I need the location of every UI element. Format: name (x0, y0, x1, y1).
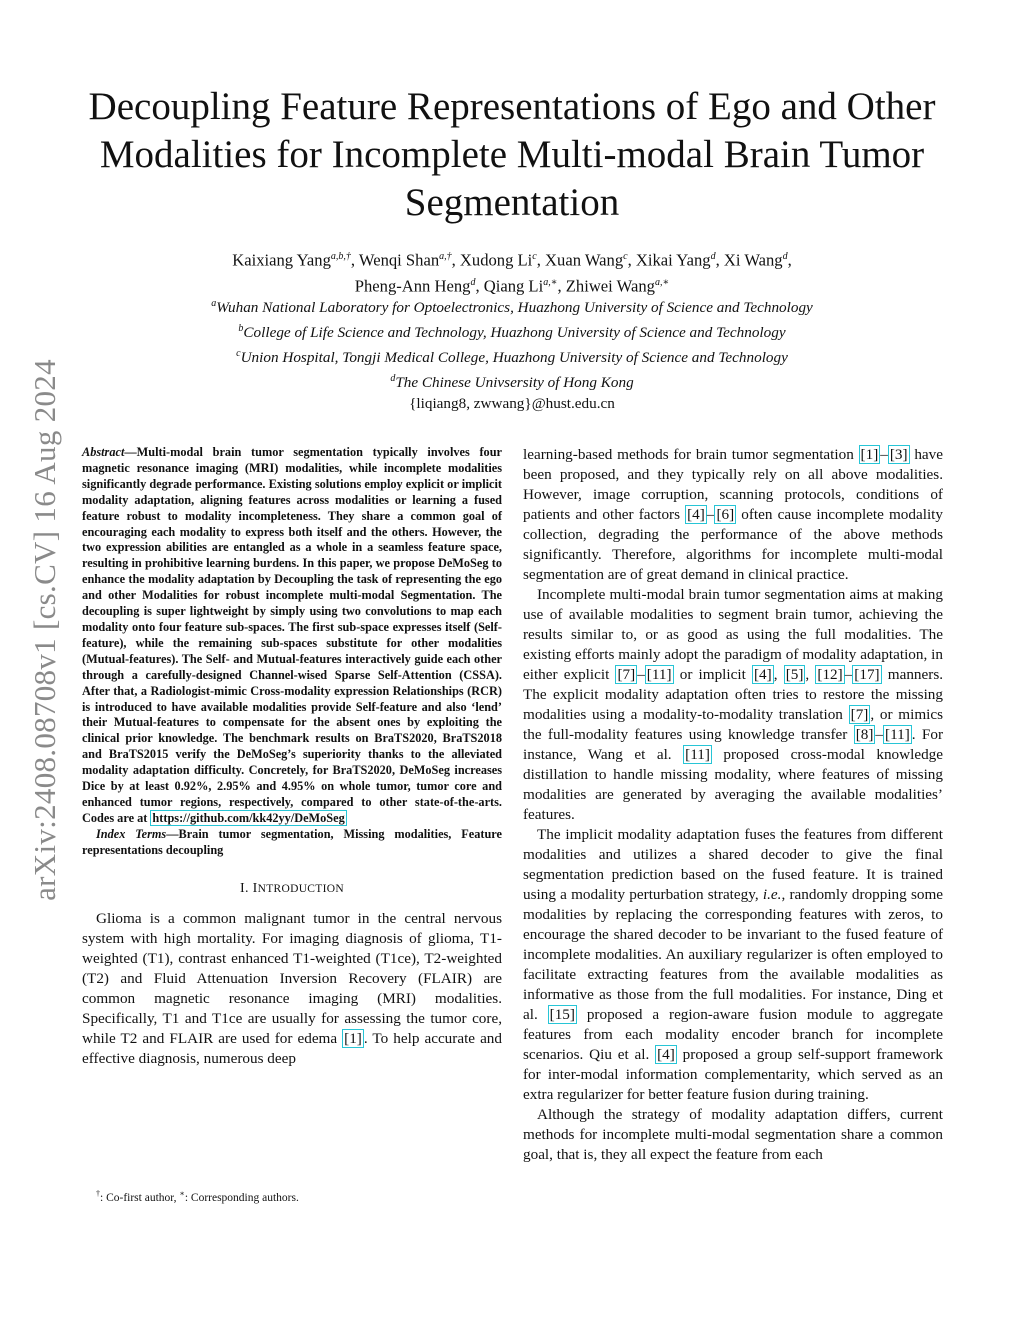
body-paragraph: Incomplete multi-modal brain tumor segmentation aims at making use of available modalities to segment brain tumor, achieving the results similar to, or as good as using the full modalities. The existing efforts mainly adopt the paradigm of modality adaptation, in either explicit [7] – [11] or implicit [4] , [5] , [12] – [17] manners. The explicit modality adaptation often tries to restore the missing modalities using a modality-to-modality translation [7] , or mimics the full-modality features using knowledge transfer [8] – [11] . For instance, Wang et al. [11] proposed cross-modal knowledge distillation to handle missing modality, where features of missing modalities are generated by averaging the available modalities’ features. (523, 586, 944, 823)
citation-link[interactable]: [3] (889, 446, 908, 463)
citation-link[interactable]: [1] (860, 446, 879, 463)
citation-link[interactable]: [6] (716, 506, 735, 523)
citation-link[interactable]: [8] (855, 726, 874, 743)
citation-link[interactable]: [12] (817, 666, 843, 683)
right-column (523, 445, 943, 1165)
citation-link[interactable]: [5] (785, 666, 804, 683)
affiliation-list (82, 293, 942, 414)
citation-link[interactable]: [11] (646, 666, 672, 683)
index-terms: Index Terms—Brain tumor segmentation, Missing modalities, Feature representations decoupling (82, 826, 502, 857)
citation-link[interactable]: [4] (687, 506, 705, 523)
affiliation: $^c$Union Hospital, Tongji Medical College, Huazhong University of Science and Technology (236, 348, 788, 367)
citation-link[interactable]: [7] (617, 666, 636, 683)
author-list: Kaixiang Yang$^{a,b,\dagger}$, Wenqi Shan$^{a,\dagger}$, Xudong Li$^c$, Xuan Wang$^c$, Xikai Yang$^d$, Xi Wang$^d$, Pheng-Ann Heng$^d$, Qiang $Li^{a,∗}$, Zhiwei Wang$^{a,∗}$ (232, 250, 792, 296)
arxiv-identifier-text: arXiv:2408.08708v1 [cs.CV] 16 Aug 2024 (27, 359, 62, 901)
contact-email: {liqiang8, zwwang}@hust.edu.cn (409, 395, 615, 413)
affiliation: $^d$The Chinese Univsersity of Hong Kong (390, 373, 634, 392)
citation-link[interactable]: [1] (344, 1029, 362, 1047)
arxiv-identifier (20, 300, 70, 960)
code-repository-link[interactable]: https://github.com/kk42yy/DeMoSeg (152, 810, 345, 825)
citation-link[interactable]: [11] (885, 726, 910, 743)
body-paragraph: Although the strategy of modality adaptation differs, current methods for incomplete multi-modal segmentation share a common goal, that is, they all expect the feature from each (523, 1106, 943, 1163)
body-paragraph: learning-based methods for brain tumor segmentation [1] – [3] have been proposed, and they typically rely on all above modalities. However, image corruption, scanning protocols, conditions of patients and other factors [4] – [6] often cause incomplete modality collection, degrading the performance of the above methods significantly. Therefore, algorithms for incomplete multi-modal segmentation are of great demand in clinical practice. (523, 446, 943, 583)
intro-paragraph: Glioma is a common malignant tumor in the central nervous system with high mortality. For imaging diagnosis of glioma, T1-weighted (T1), contrast enhanced T1-weighted (T1ce), T2-weighted (T2) and Fluid Attenuation Inversion Recovery (FLAIR) are common magnetic resonance imaging (MRI) modalities. Specifically, T1 and T1ce are usually for assessing the tumor core, while T2 and FLAIR are used for edema [1] . To help accurate and effective diagnosis, numerous deep (82, 909, 502, 1067)
abstract: Abstract—Multi-modal brain tumor segmentation typically involves four magnetic resonance imaging (MRI) modalities, while incomplete modalities significantly degrade performance. Existing solutions employ explicit or implicit modality adaptation, aligning features across modalities or learning a fused feature robust to modality incompleteness. They share a common goal of encouraging each modality to express both itself and the others. However, the two expression abilities are entangled as a whole in a seamless feature space, resulting in prohibitive learning burdens. In this paper, we propose DeMoSeg to enhance the modality adaptation by Decoupling the task of representing the ego and other Modalities for robust incomplete multi-modal Segmentation. The decoupling is super lightweight by simply using two convolutions to map each modality onto four feature sub-spaces. The first sub-space expresses itself (Self-feature), while the remaining sub-spaces substitute for other modalities (Mutual-features). The Self- and Mutual-features interactively guide each other through a carefully-designed Channel-wised Sparse Self-Attention (CSSA). After that, a Radiologist-mimic Cross-modality expression Relationships (RCR) is introduced to have available modalities provide Self-feature and also ‘lend’ their Mutual-features to compensate for the absent ones by exploiting the clinical prior knowledge. The benchmark results on BraTS2020, BraTS2018 and BraTS2015 verify the DeMoSeg’s superiority thanks to the alleviated modality adaptation difficulty. Concretely, for BraTS2020, DeMoSeg increases Dice by at least 0.92%, 2.95% and 4.95% on whole tumor, tumor core and enhanced tumor regions, respectively, compared to other state-of-the-arts. Codes are at https://github.com/kk42yy/DeMoSeg (82, 445, 502, 825)
affiliation: $^a$Wuhan National Laboratory for Optoelectronics, Huazhong University of Science and Technology (211, 298, 813, 317)
affiliation: $^b$College of Life Science and Technology, Huazhong University of Science and Technology (238, 323, 786, 342)
citation-link[interactable]: [15] (549, 1006, 575, 1023)
paper-title: Decoupling Feature Representations of Ego and Other Modalities for Incomplete Multi-modal Brain Tumor Segmentation (88, 85, 936, 224)
citation-link[interactable]: [7] (850, 706, 869, 723)
citation-link[interactable]: [4] (657, 1046, 675, 1063)
citation-link[interactable]: [4] (753, 666, 772, 683)
footnote: †: Co-first author, ∗: Corresponding authors. (96, 1189, 299, 1204)
section-heading-introduction: I. INTRODUCTION (240, 880, 344, 896)
citation-link[interactable]: [17] (854, 666, 880, 683)
body-paragraph: The implicit modality adaptation fuses the features from different modalities and utilizes a shared decoder to give the final segmentation prediction based on the fused feature. It is trained using a modality perturbation strategy, i.e., randomly dropping some modalities by replacing the corresponding features with zeros, to encourage the shared decoder to be invariant to the fused feature of incomplete modalities. An auxiliary regularizer is often employed to facilitate extracting features from the available modalities as informative as those from the full modalities. For instance, Ding et al. [15] proposed a region-aware fusion module to aggregate features from each modality encoder branch for incomplete scenarios. Qiu et al. [4] proposed a group self-support framework for inter-modal information complementarity, which served as an extra regularizer for better feature fusion during training. (523, 826, 944, 1103)
citation-link[interactable]: [11] (685, 746, 710, 763)
left-column (82, 445, 502, 1069)
